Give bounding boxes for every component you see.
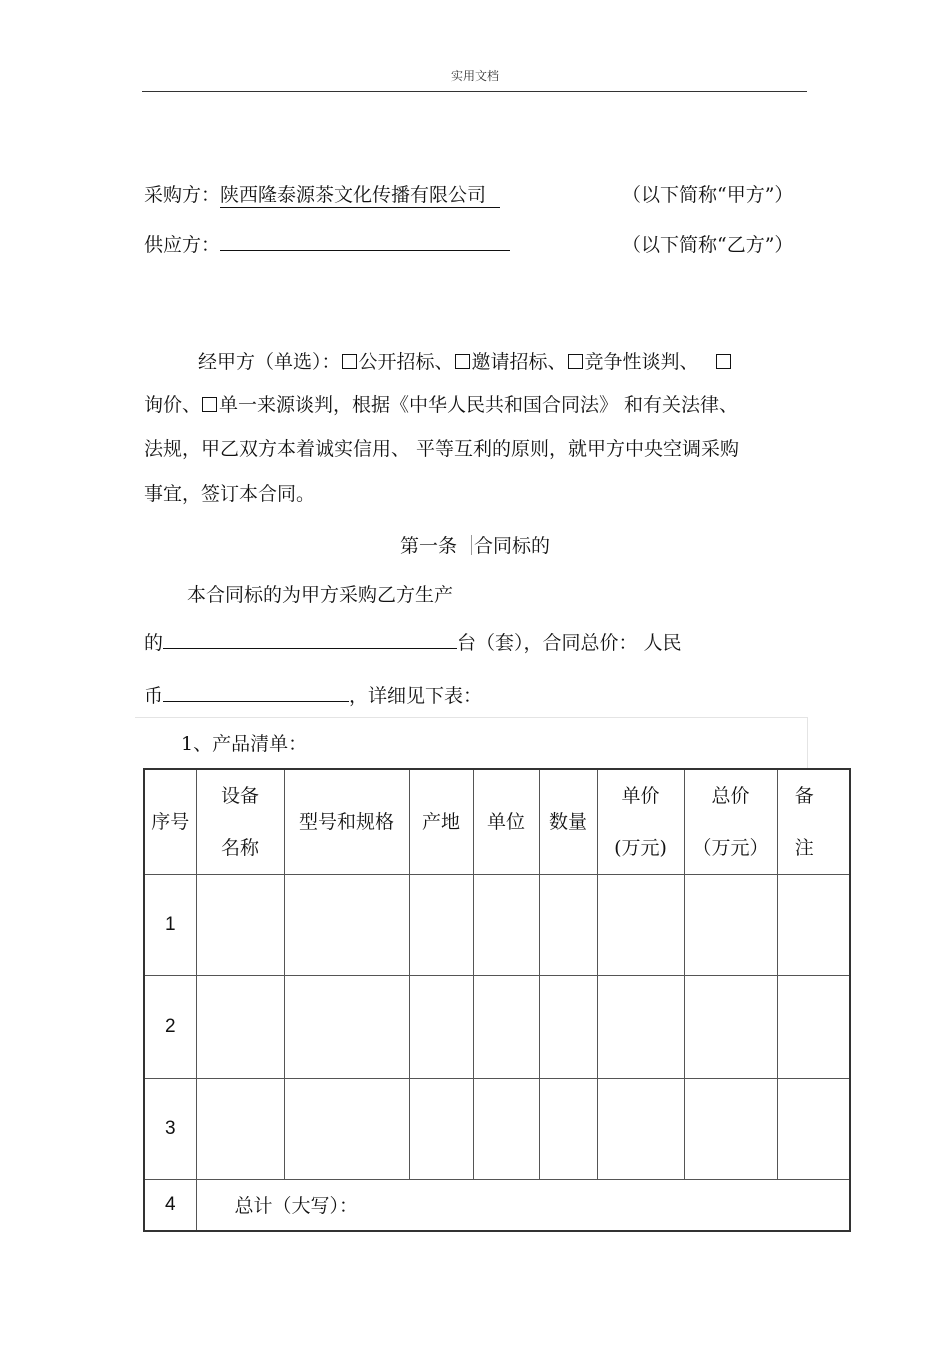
row-seq-2: 2 [144, 976, 196, 1079]
intro-line-1 [198, 347, 733, 374]
purchaser-label: 采购方： [144, 184, 221, 206]
header-name-line-2: 名称 [220, 837, 259, 859]
para-2-rest: 台（套），合同总价： 人民 [457, 632, 682, 654]
supplier-label: 供应方： [144, 234, 221, 256]
purchaser-line [144, 180, 500, 208]
table-header-row [144, 769, 850, 875]
section-1-number: 第一条 [399, 535, 457, 557]
table-row [144, 976, 850, 1079]
cell-model[interactable] [284, 1079, 409, 1180]
row-seq-4: 4 [144, 1180, 196, 1231]
row-seq-3: 3 [144, 1079, 196, 1180]
cell-total-price[interactable] [684, 976, 777, 1079]
cell-unit[interactable] [473, 1079, 539, 1180]
header-name-line-1: 设备 [220, 785, 259, 807]
option-invited-tender: 邀请招标、 [471, 351, 567, 373]
product-table [143, 768, 851, 1232]
option-open-tender: 公开招标、 [358, 351, 454, 373]
header-total-line-1: 总价 [711, 785, 750, 807]
option-single-source: 单一来源谈判，根据《中华人民共和国合同法》 和有关法律、 [219, 394, 739, 416]
header-note: 备注 [777, 769, 850, 875]
cell-unit[interactable] [473, 875, 539, 976]
header-total-price [684, 769, 777, 875]
cell-origin[interactable] [409, 1079, 473, 1180]
cell-note[interactable] [777, 875, 850, 976]
section-1-title [0, 531, 950, 558]
intro-line-2 [144, 390, 738, 417]
cell-origin[interactable] [409, 875, 473, 976]
cell-origin[interactable] [409, 976, 473, 1079]
header-seq: 序号 [144, 769, 196, 875]
option-competitive-negotiation: 竞争性谈判、 [584, 351, 699, 373]
header-equipment-name [196, 769, 284, 875]
checkbox-competitive-negotiation[interactable] [568, 354, 583, 369]
total-amount-cell[interactable]: 总计（大写）： [196, 1180, 850, 1231]
cell-total-price[interactable] [684, 875, 777, 976]
total-price-blank[interactable] [163, 682, 349, 702]
header-price-line-2: (万元) [614, 837, 667, 859]
cell-unit-price[interactable] [597, 875, 684, 976]
header-price-line-1: 单价 [621, 785, 660, 807]
cell-name[interactable] [196, 976, 284, 1079]
header-model: 型号和规格 [284, 769, 409, 875]
intro-line-3: 法规，甲乙双方本着诚实信用、 平等互利的原则，就甲方中央空调采购 [144, 438, 740, 460]
section-1-para-2 [144, 628, 682, 655]
supplier-name-blank[interactable] [220, 231, 510, 251]
cell-name[interactable] [196, 875, 284, 976]
para-2-lead: 的 [144, 632, 164, 654]
cell-qty[interactable] [539, 976, 597, 1079]
table-total-row [144, 1180, 850, 1231]
cell-name[interactable] [196, 1079, 284, 1180]
cell-model[interactable] [284, 976, 409, 1079]
cell-unit-price[interactable] [597, 976, 684, 1079]
intro-lead: 经甲方（单选）： [198, 351, 341, 373]
checkbox-inquiry[interactable] [716, 354, 731, 369]
header-rule [142, 91, 807, 92]
cell-note[interactable] [777, 1079, 850, 1180]
quantity-blank[interactable] [163, 629, 457, 649]
cell-note[interactable] [777, 976, 850, 1079]
section-1-para-1: 本合同标的为甲方采购乙方生产 [187, 584, 454, 606]
cell-model[interactable] [284, 875, 409, 976]
supplier-line [144, 230, 510, 257]
text-cursor-mark [471, 535, 472, 555]
checkbox-single-source[interactable] [202, 397, 217, 412]
header-origin: 产地 [409, 769, 473, 875]
purchaser-name: 陕西隆泰源茶文化传播有限公司 [220, 180, 500, 208]
header-total-line-2: （万元） [692, 837, 769, 859]
purchaser-alias: （以下简称“甲方”） [622, 184, 794, 206]
header-unit: 单位 [473, 769, 539, 875]
table-row [144, 875, 850, 976]
row-seq-1: 1 [144, 875, 196, 976]
section-1-para-3 [144, 681, 482, 708]
supplier-alias: （以下简称“乙方”） [622, 234, 794, 256]
cell-unit-price[interactable] [597, 1079, 684, 1180]
option-inquiry: 询价、 [144, 394, 202, 416]
intro-line-4: 事宜，签订本合同。 [144, 483, 316, 505]
header-qty: 数量 [539, 769, 597, 875]
page-header-title: 实用文档 [450, 69, 499, 83]
cell-qty[interactable] [539, 875, 597, 976]
para-3-lead: 币 [144, 685, 164, 707]
cell-qty[interactable] [539, 1079, 597, 1180]
section-1-name: 合同标的 [474, 535, 551, 557]
product-list-title: 1、产品清单： [181, 733, 308, 755]
para-3-rest: ，详细见下表： [349, 685, 483, 707]
checkbox-open-tender[interactable] [342, 354, 357, 369]
cell-unit[interactable] [473, 976, 539, 1079]
table-row [144, 1079, 850, 1180]
checkbox-invited-tender[interactable] [455, 354, 470, 369]
header-unit-price [597, 769, 684, 875]
cell-total-price[interactable] [684, 1079, 777, 1180]
